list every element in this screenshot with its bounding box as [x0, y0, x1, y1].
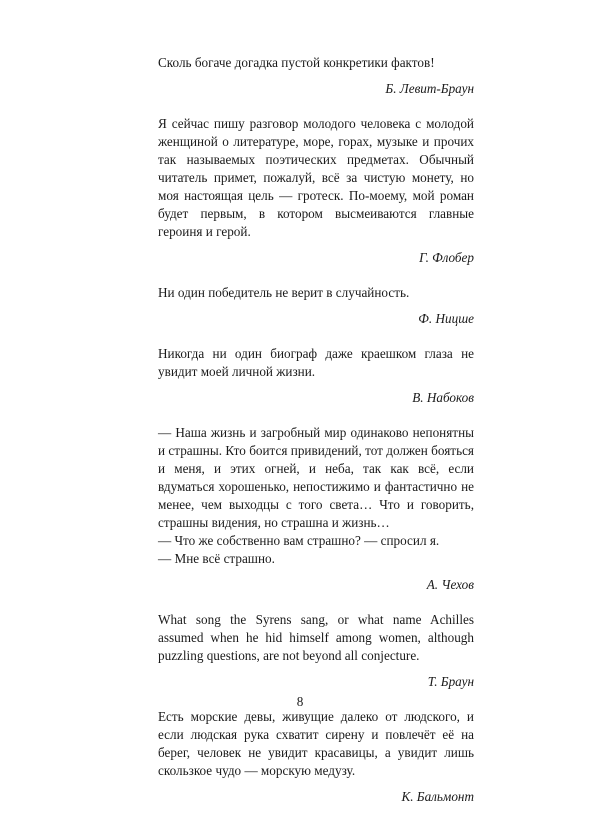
quote-author: Г. Флобер	[419, 250, 474, 265]
quote-line: Никогда ни один биограф даже краешком глаза не увидит моей личной жизни.	[158, 346, 474, 379]
quote-author: Б. Левит-Браун	[385, 81, 474, 96]
quote-line: Есть морские девы, живущие далеко от людского, и если людская рука схватит сирену и повлечёт её на берег, человек не увидит красавицы, а увидит лишь скользкое чудо — морскую медузу.	[158, 709, 474, 778]
quote-line: — Мне всё страшно.	[158, 551, 275, 566]
quote-author: К. Бальмонт	[401, 789, 474, 804]
epigraph-entry	[158, 115, 474, 267]
quote-text	[158, 708, 474, 780]
quote-line: Я сейчас пишу разговор молодого человека с молодой женщиной о литературе, море, горах, музыке и прочих так называемых поэтических предметах. Обычный читатель примет, пожалуй, всё за чистую монету, но моя настоящая цель — гротеск. По-моему, мой роман будет первым, в котором высмеиваются главные героиня и герой.	[158, 116, 474, 239]
quote-author: Ф. Ницше	[418, 311, 474, 326]
quote-author: А. Чехов	[426, 577, 474, 592]
quote-text	[158, 611, 474, 665]
page-number: 8	[296, 694, 304, 709]
epigraph-entry	[158, 345, 474, 407]
epigraph-entry	[158, 284, 474, 328]
quote-line: — Наша жизнь и загробный мир одинаково непонятны и страшны. Кто боится привидений, тот должен бояться и меня, и этих огней, и неба, так как всё, если вдуматься хорошенько, непостижимо и фантастично не менее, чем выходцы с того света… Что и говорить, страшны видения, но страшна и жизнь…	[158, 425, 474, 530]
quote-text	[158, 424, 474, 568]
quote-text	[158, 284, 474, 302]
quote-line: What song the Syrens sang, or what name Achilles assumed when he hid himself among women, although puzzling questions, are not beyond all conjecture.	[158, 612, 474, 663]
quote-line: Сколь богаче догадка пустой конкретики фактов!	[158, 55, 435, 70]
quote-text	[158, 115, 474, 241]
quote-author: Т. Браун	[427, 674, 474, 689]
epigraph-entry	[158, 708, 474, 806]
epigraph-entry	[158, 54, 474, 98]
quote-text	[158, 345, 474, 381]
quote-text	[158, 54, 474, 72]
quote-line: Ни один победитель не верит в случайность.	[158, 285, 410, 300]
epigraph-entry	[158, 611, 474, 691]
epigraph-entry	[158, 424, 474, 594]
quote-line: — Что же собственно вам страшно? — спросил я.	[158, 533, 440, 548]
quote-author: В. Набоков	[412, 390, 474, 405]
